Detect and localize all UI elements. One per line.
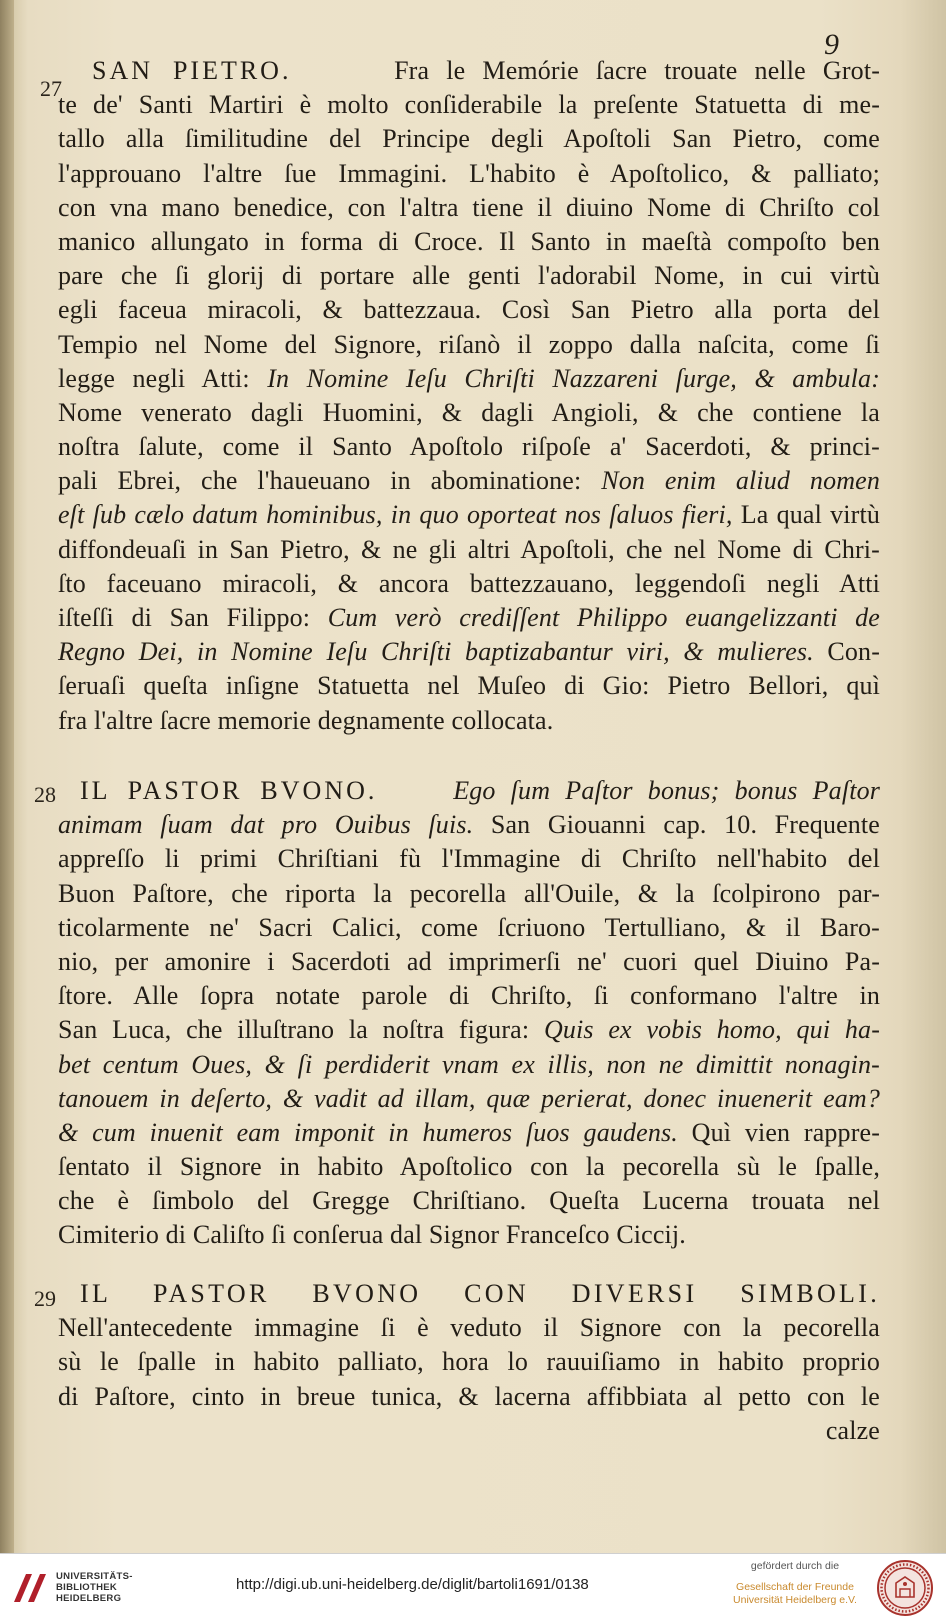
page-gutter-shadow — [0, 0, 14, 1553]
section-28: IL PASTOR BVONO. Ego ſum Paſtor bonus; bonus Paſtor animam ſuam dat pro Ouibus ſuis. San Giouanni cap. 10. Frequente appreſſo li primi Chriſtiani fù l'Immagine di Chriſto nell'habito del Buon Paſtore, che riporta la pecorella all'Ouile, & la ſcolpirono par- ticolarmente ne' Sacri Calici, come ſcriuono Tertulliano, & il Baro- nio, per amonire i Sacerdoti ad imprimerſi ne' cuori quel Diuino Pa- ſtore. Alle ſopra notate parole di Chriſto, ſi conformano l'altre in San Luca, che illuſtrano la noſtra figura: Quis ex vobis homo, qui ha- bet centum Oues, & ſi perdiderit vnam ex illis, non ne dimittit nonagin- tanouem in deſerto, & vadit ad illam, quæ perierat, donec inuenerit eam? & cum inuenit eam imponit in humeros ſuos gaudens. Quì vien rappre- ſentato il Signore in habito Apoſtolico con la pecorella sù le ſpalle, che è ſimbolo del Gregge Chriſtiano. Queſta Lucerna trouata nel Cimiterio di Caliſto ſi conſerua dal Signor Franceſco Ciccij. — [58, 774, 880, 1253]
text-line: l'approuano l'altre ſue Immagini. L'habito è Apoſtolico, & palliato; — [58, 158, 880, 188]
text-line: noſtra ſalute, come il Santo Apoſtolo riſpoſe a' Sacerdoti, & princi- — [58, 432, 880, 462]
section-number-29: 29 — [34, 1286, 56, 1311]
text-line: Cimiterio di Caliſto ſi conſerua dal Signor Franceſco Ciccij. — [58, 1220, 686, 1250]
text-line: Buon Paſtore, che riporta la pecorella all'Ouile, & la ſcolpirono par- — [58, 878, 880, 908]
latin-quote: Cum verò crediſſent Philippo euangelizzanti de — [327, 603, 880, 632]
section-number-28: 28 — [34, 782, 56, 807]
text-line: te de' Santi Martiri è molto conſiderabile la preſente Statuetta di me- — [58, 90, 880, 120]
text-line: egli faceua miracoli, & battezzaua. Così San Pietro alla porta del — [58, 295, 880, 325]
text-line: appreſſo li primi Chriſtiani fù l'Immagine di Chriſto nell'habito del — [58, 844, 880, 874]
text-line: tallo alla ſimilitudine del Principe degli Apoſtoli San Pietro, come — [58, 124, 880, 154]
text-line: sù le ſpalle in habito palliato, hora lo rauuiſiamo in habito proprio — [58, 1347, 880, 1377]
ub-heidelberg-logo-icon[interactable] — [10, 1568, 50, 1608]
text-line: diffondeuaſi in San Pietro, & ne gli altri Apoſtoli, che nel Nome di Chri- — [58, 534, 880, 564]
section-27-heading: SAN PIETRO. — [92, 56, 292, 85]
latin-quote: bet centum Oues, & ſi perdiderit vnam ex illis, non ne dimittit nonagin- — [58, 1049, 880, 1079]
section-27: SAN PIETRO. Fra le Memórie ſacre trouate nelle Grot- te de' Santi Martiri è molto conſiderabile la preſente Statuetta di me- tallo alla ſimilitudine del Principe degli Apoſtoli San Pietro, come l'approuano l'altre ſue Immagini. L'habito è Apoſtolico, & palliato; con vna mano benedice, con l'altra tiene il diuino Nome di Chriſto col manico allungato in forma di Croce. Il Santo in maeſtà compoſto ben pare che ſi glorij di portare alle genti l'adorabil Nome, in cui virtù egli faceua miracoli, & battezzaua. Così San Pietro alla porta del Tempio nel Nome del Signore, riſanò il zoppo dalla naſcita, come ſi legge negli Atti: In Nomine Ieſu Chriſti Nazzareni ſurge, & ambula: Nome venerato dagli Huomini, & dagli Angioli, & che contiene la noſtra ſalute, come il Santo Apoſtolo riſpoſe a' Sacerdoti, & princi- pali Ebrei, che l'haueuano in abominatione: Non enim aliud nomen eſt ſub cælo datum hominibus, in quo oporteat nos ſaluos fieri, La qual virtù diffondeuaſi in San Pietro, & ne gli altri Apoſtoli, che nel Nome di Chri- ſto faceuano miracoli, & ancora battezzauano, leggendoſi negli Atti iſteſſi di San Filippo: Cum verò crediſſent Philippo euangelizzanti de Regno Dei, in Nomine Ieſu Chriſti baptizabantur viri, & mulieres. Con- ſeruaſi queſta inſigne Statuetta nel Muſeo di Gio: Pietro Bellori, quì fra l'altre ſacre memorie degnamente collocata. — [58, 54, 880, 738]
latin-quote: & cum inuenit eam imponit in humeros ſuos gaudens. — [58, 1117, 678, 1147]
sponsor-credit: gefördert durch die Gesellschaft der Freunde Universität Heidelberg e.V. — [733, 1560, 857, 1606]
latin-quote: In Nomine Ieſu Chriſti Nazzareni ſurge, & ambula: — [267, 363, 881, 393]
latin-quote: Ego ſum Paſtor bonus; bonus Paſtor — [453, 776, 880, 805]
latin-quote: Regno Dei, in Nomine Ieſu Chriſti baptizabantur viri, & mulieres. — [58, 637, 814, 667]
section-28-heading: IL PASTOR BVONO. — [80, 776, 378, 805]
text-line: ſentato il Signore in habito Apoſtolico con la pecorella sù le ſpalle, — [58, 1152, 880, 1182]
section-number-27: 27 — [40, 76, 62, 101]
library-name: UNIVERSITÄTS- BIBLIOTHEK HEIDELBERG — [56, 1571, 133, 1604]
text-line: Tempio nel Nome del Signore, riſanò il zoppo dalla naſcita, come ſi — [58, 329, 880, 359]
text-line: con vna mano benedice, con l'altra tiene il diuino Nome di Chriſto col — [58, 192, 880, 222]
latin-quote: eſt ſub cælo datum hominibus, in quo oporteat nos ſaluos fieri, — [58, 500, 733, 530]
text-line: nio, per amonire i Sacerdoti ad imprimerſi ne' cuori quel Diuino Pa- — [58, 946, 880, 976]
section-29-heading: IL PASTOR BVONO CON DIVERSI SIMBOLI. — [80, 1279, 880, 1308]
text-line: ticolarmente ne' Sacri Calici, come ſcriuono Tertulliano, & il Baro- — [58, 912, 880, 942]
university-seal-icon — [876, 1559, 934, 1617]
permalink-url[interactable]: http://digi.ub.uni-heidelberg.de/diglit/bartoli1691/0138 — [236, 1576, 589, 1593]
viewer-footer — [0, 1553, 946, 1622]
text-line: Nome venerato dagli Huomini, & dagli Angioli, & che contiene la — [58, 397, 880, 427]
latin-quote: animam ſuam dat pro Ouibus ſuis. — [58, 810, 474, 840]
text-line: ſto faceuano miracoli, & ancora battezzauano, leggendoſi negli Atti — [58, 568, 880, 598]
text-line: fra l'altre ſacre memorie degnamente collocata. — [58, 705, 554, 735]
text-line: ſtore. Alle ſopra notate parole di Chriſto, ſi conformano l'altre in — [58, 981, 880, 1011]
latin-quote: Quis ex vobis homo, qui ha- — [543, 1015, 881, 1045]
text-line: manico allungato in forma di Croce. Il Santo in maeſtà compoſto ben — [58, 226, 880, 256]
section-29 — [58, 1277, 880, 1448]
latin-quote: Non enim aliud nomen — [601, 466, 880, 496]
page-number: 9 — [824, 28, 839, 61]
text-line: che è ſimbolo del Gregge Chriſtiano. Queſta Lucerna trouata nel — [58, 1186, 880, 1216]
text-line: pare che ſi glorij di portare alle genti l'adorabil Nome, in cui virtù — [58, 261, 880, 291]
text-line: di Paſtore, cinto in breue tunica, & lacerna affibbiata al petto con le — [58, 1381, 880, 1411]
catchword: calze — [825, 1415, 880, 1445]
text-line: ſeruaſi queſta inſigne Statuetta nel Muſeo di Gio: Pietro Bellori, quì — [58, 671, 880, 701]
text-line: Nell'antecedente immagine ſi è veduto il Signore con la pecorella — [58, 1313, 880, 1343]
latin-quote: tanouem in deſerto, & vadit ad illam, quæ perierat, donec inuenerit eam? — [58, 1083, 880, 1113]
